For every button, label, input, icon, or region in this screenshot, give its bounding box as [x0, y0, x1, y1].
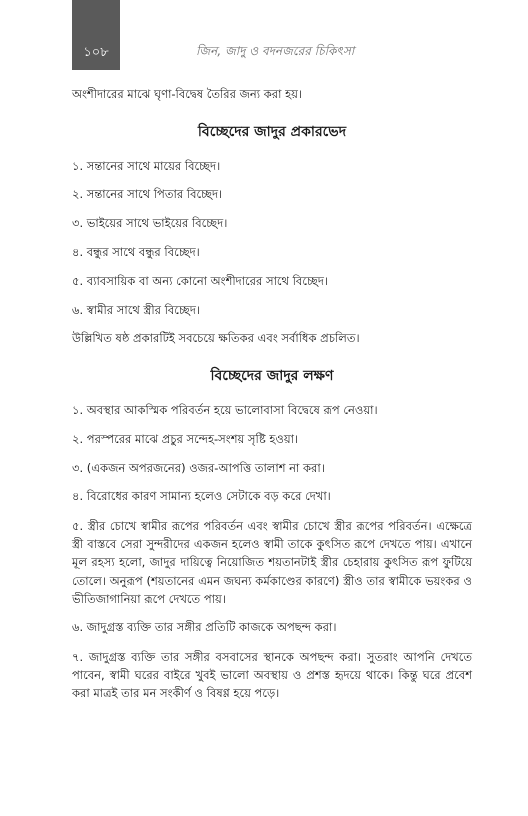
symptoms-heading: বিচ্ছেদের জাদুর লক্ষণ: [210, 368, 334, 385]
list-item: ২. পরস্পরের মাঝে প্রচুর সন্দেহ-সংশয় সৃষ্টি হওয়া।: [72, 431, 299, 446]
intro-line: অংশীদারের মাঝে ঘৃণা-বিদ্বেষ তৈরির জন্য করা হয়।: [72, 87, 303, 101]
list-item: ৭. জাদুগ্রস্ত ব্যক্তি তার সঙ্গীর বসবাসের স্থানকে অপছন্দ করা। সুতরাং আপনি দেখতে পাবেন, স্বামী ঘরের বাইরে খুবই ভালো অবস্থায় ও প্রশস্ত হৃদয়ে থাকে। কিন্তু ঘরে প্রবেশ করা মাত্রই তার মন সংকীর্ণ ও বিষণ্ণ হয়ে পড়ে।: [72, 649, 472, 701]
page-number: ১০৮: [83, 45, 109, 60]
list-item: ৬. জাদুগ্রস্ত ব্যক্তি তার সঙ্গীর প্রতিটি কাজকে অপছন্দ করা।: [72, 619, 337, 634]
list-item: ৫. ব্যাবসায়িক বা অন্য কোনো অংশীদারের সাথে বিচ্ছেদ।: [72, 273, 328, 288]
list-item: ৪. বিরোধের কারণ সামান্য হলেও সেটাকে বড় করে দেখা।: [72, 489, 331, 504]
list-item: ১. অবস্থার আকস্মিক পরিবর্তন হয়ে ভালোবাসা বিদ্বেষে রূপ নেওয়া।: [72, 402, 378, 417]
list-item: ৩. (একজন অপরজনের) ওজর-আপত্তি তালাশ না করা।: [72, 460, 325, 475]
list-item: ৩. ভাইয়ের সাথে ভাইয়ের বিচ্ছেদ।: [72, 216, 228, 231]
types-list: [72, 158, 472, 320]
list-item: ৪. বন্ধুর সাথে বন্ধুর বিচ্ছেদ।: [72, 244, 200, 259]
page-number-tab: [72, 0, 120, 70]
running-header-title: জিন, জাদু ও বদনজরের চিকিৎসা: [196, 44, 355, 58]
list-item: ২. সন্তানের সাথে পিতার বিচ্ছেদ।: [72, 187, 223, 202]
symptoms-list: [72, 402, 472, 702]
list-item: ৬. স্বামীর সাথে স্ত্রীর বিচ্ছেদ।: [72, 302, 200, 317]
list-item: ১. সন্তানের সাথে মায়ের বিচ্ছেদ।: [72, 158, 221, 173]
page-body: [72, 86, 472, 713]
types-heading: বিচ্ছেদের জাদুর প্রকারভেদ: [197, 123, 347, 140]
list-item: ৫. স্ত্রীর চোখে স্বামীর রূপের পরিবর্তন এবং স্বামীর চোখে স্ত্রীর রূপের পরিবর্তন। এক্ষেত্রে স্ত্রী বাস্তবে সেরা সুন্দরীদের একজন হলেও স্বামী তাকে কুৎসিত রূপে দেখতে পায়। এখানে মূল রহস্য হলো, জাদুর দায়িত্বে নিয়োজিত শয়তানটাই স্ত্রীর চেহারায় কুৎসিত রূপ ফুটিয়ে তোলে। অনুরূপ (শয়তানের এমন জঘন্য কর্মকাণ্ডের কারণে) স্ত্রীও তার স্বামীকে ভয়ংকর ও ভীতিজাগানিয়া রূপে দেখতে পায়।: [72, 519, 472, 606]
types-note: উল্লিখিত ষষ্ঠ প্রকারটিই সবচেয়ে ক্ষতিকর এবং সর্বাধিক প্রচলিত।: [72, 331, 360, 346]
